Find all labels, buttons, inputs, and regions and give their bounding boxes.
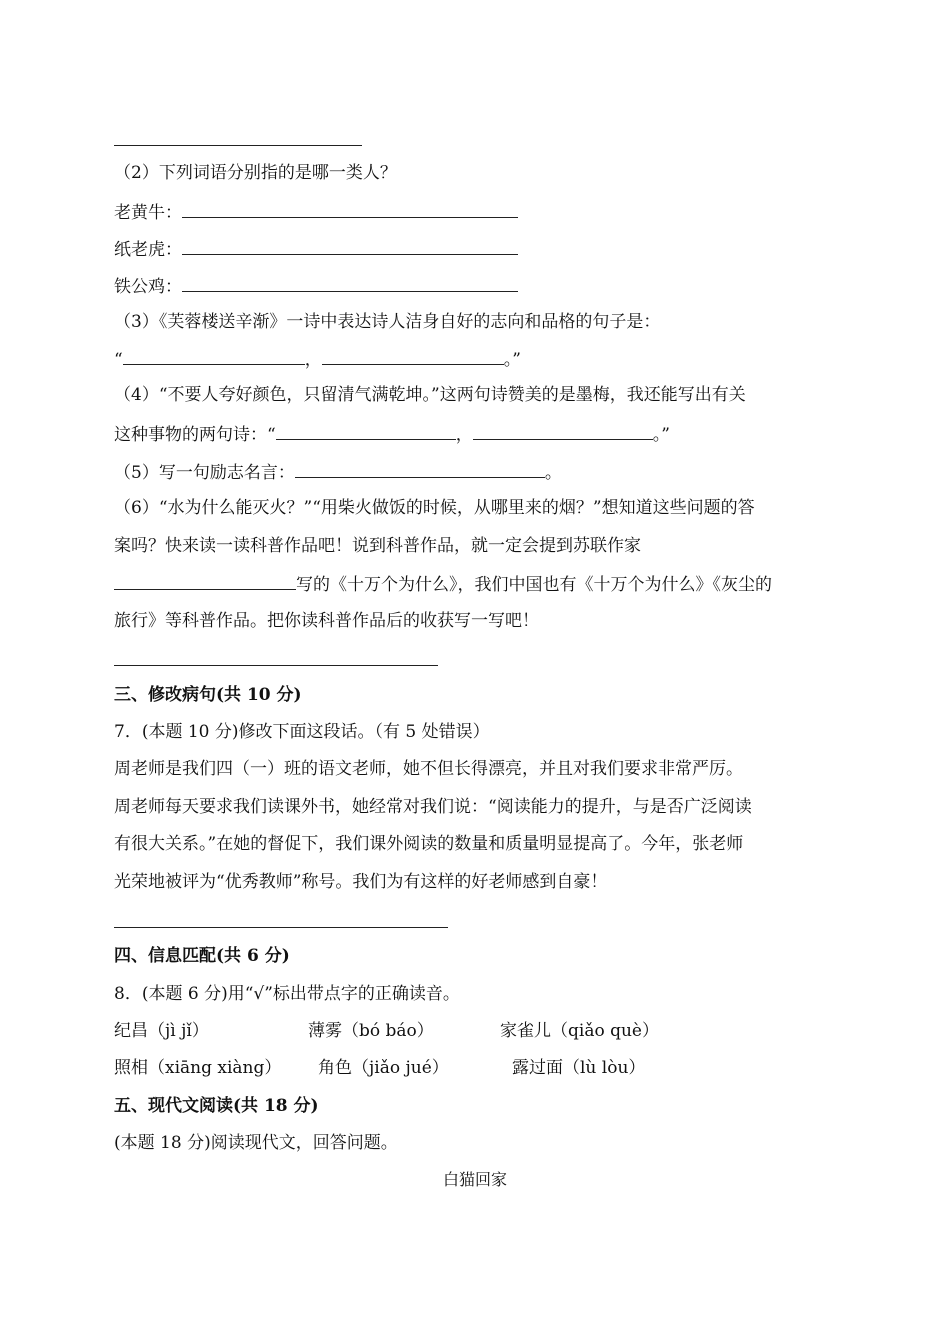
- open-quote: “: [114, 350, 123, 370]
- q6-line2: 案吗？快来读一读科普作品吧！说到科普作品，就一定会提到苏联作家: [114, 536, 641, 556]
- pinyin-choice[interactable]: 纪昌（jì jǐ）: [114, 1021, 209, 1041]
- q2-title: （2）下列词语分别指的是哪一类人？: [114, 163, 397, 183]
- section-heading: 五、现代文阅读(共 18 分): [114, 1096, 319, 1116]
- answer-blank[interactable]: [276, 421, 456, 440]
- answer-blank[interactable]: [123, 346, 305, 365]
- paragraph-line: 有很大关系。”在她的督促下，我们课外阅读的数量和质量明显提高了。今年，张老师: [114, 834, 744, 854]
- answer-blank[interactable]: [322, 346, 504, 365]
- answer-blank[interactable]: [182, 236, 518, 255]
- q5-suffix: 。: [544, 463, 562, 483]
- q4-line2: [114, 421, 670, 447]
- answer-line[interactable]: [114, 145, 362, 146]
- pinyin-choice[interactable]: 露过面（lù lòu）: [512, 1058, 646, 1078]
- comma: ，: [455, 425, 473, 445]
- section-heading: 三、修改病句(共 10 分): [114, 685, 302, 705]
- pinyin-choice[interactable]: 角色（jiǎo jué）: [318, 1058, 449, 1078]
- q2-item-label: 铁公鸡：: [114, 277, 182, 297]
- q8-prompt: 8．(本题 6 分)用“√”标出带点字的正确读音。: [114, 984, 460, 1004]
- pinyin-choice[interactable]: 家雀儿（qiǎo què）: [500, 1021, 659, 1041]
- section-heading: 四、信息匹配(共 6 分): [114, 946, 290, 966]
- comma: ，: [304, 350, 322, 370]
- answer-blank[interactable]: [182, 273, 518, 292]
- q2-item: [114, 199, 518, 225]
- q5-line: [114, 459, 562, 485]
- answer-line[interactable]: [114, 927, 448, 928]
- q6-line1: （6）“水为什么能灭火？”“用柴火做饭的时候，从哪里来的烟？”想知道这些问题的答: [114, 498, 755, 518]
- q3-text: （3）《芙蓉楼送辛渐》一诗中表达诗人洁身自好的志向和品格的句子是：: [114, 312, 661, 332]
- section5-intro: (本题 18 分)阅读现代文，回答问题。: [114, 1133, 398, 1153]
- q6-line4: 旅行》等科普作品。把你读科普作品后的收获写一写吧！: [114, 611, 539, 631]
- q6-line3: [114, 571, 772, 597]
- q3-answer: [114, 346, 521, 372]
- story-title: 白猫回家: [442, 1170, 507, 1189]
- q2-item-label: 老黄牛：: [114, 203, 182, 223]
- q6-line3-text: 写的《十万个为什么》，我们中国也有《十万个为什么》《灰尘的: [296, 575, 772, 595]
- paragraph-line: 周老师是我们四（一）班的语文老师，她不但长得漂亮，并且对我们要求非常严厉。: [114, 759, 743, 779]
- answer-blank[interactable]: [114, 571, 296, 590]
- q2-item: [114, 236, 518, 262]
- answer-blank[interactable]: [295, 459, 545, 478]
- q4-line1: （4）“不要人夸好颜色，只留清气满乾坤。”这两句诗赞美的是墨梅，我还能写出有关: [114, 385, 746, 405]
- pinyin-choice[interactable]: 薄雾（bó báo）: [308, 1021, 434, 1041]
- answer-line[interactable]: [114, 665, 438, 666]
- paragraph-line: 周老师每天要求我们读课外书，她经常对我们说：“阅读能力的提升，与是否广泛阅读: [114, 797, 752, 817]
- paragraph-line: 光荣地被评为“优秀教师”称号。我们为有这样的好老师感到自豪！: [114, 872, 608, 892]
- q5-prefix: （5）写一句励志名言：: [114, 463, 295, 483]
- q2-item: [114, 273, 518, 299]
- close-quote: 。”: [652, 425, 670, 445]
- q2-item-label: 纸老虎：: [114, 240, 182, 260]
- close-quote: 。”: [503, 350, 521, 370]
- q4-prefix: 这种事物的两句诗：“: [114, 425, 276, 445]
- answer-blank[interactable]: [473, 421, 653, 440]
- pinyin-choice[interactable]: 照相（xiāng xiàng）: [114, 1058, 282, 1078]
- q7-prompt: 7．(本题 10 分)修改下面这段话。（有 5 处错误）: [114, 722, 490, 742]
- answer-blank[interactable]: [182, 199, 518, 218]
